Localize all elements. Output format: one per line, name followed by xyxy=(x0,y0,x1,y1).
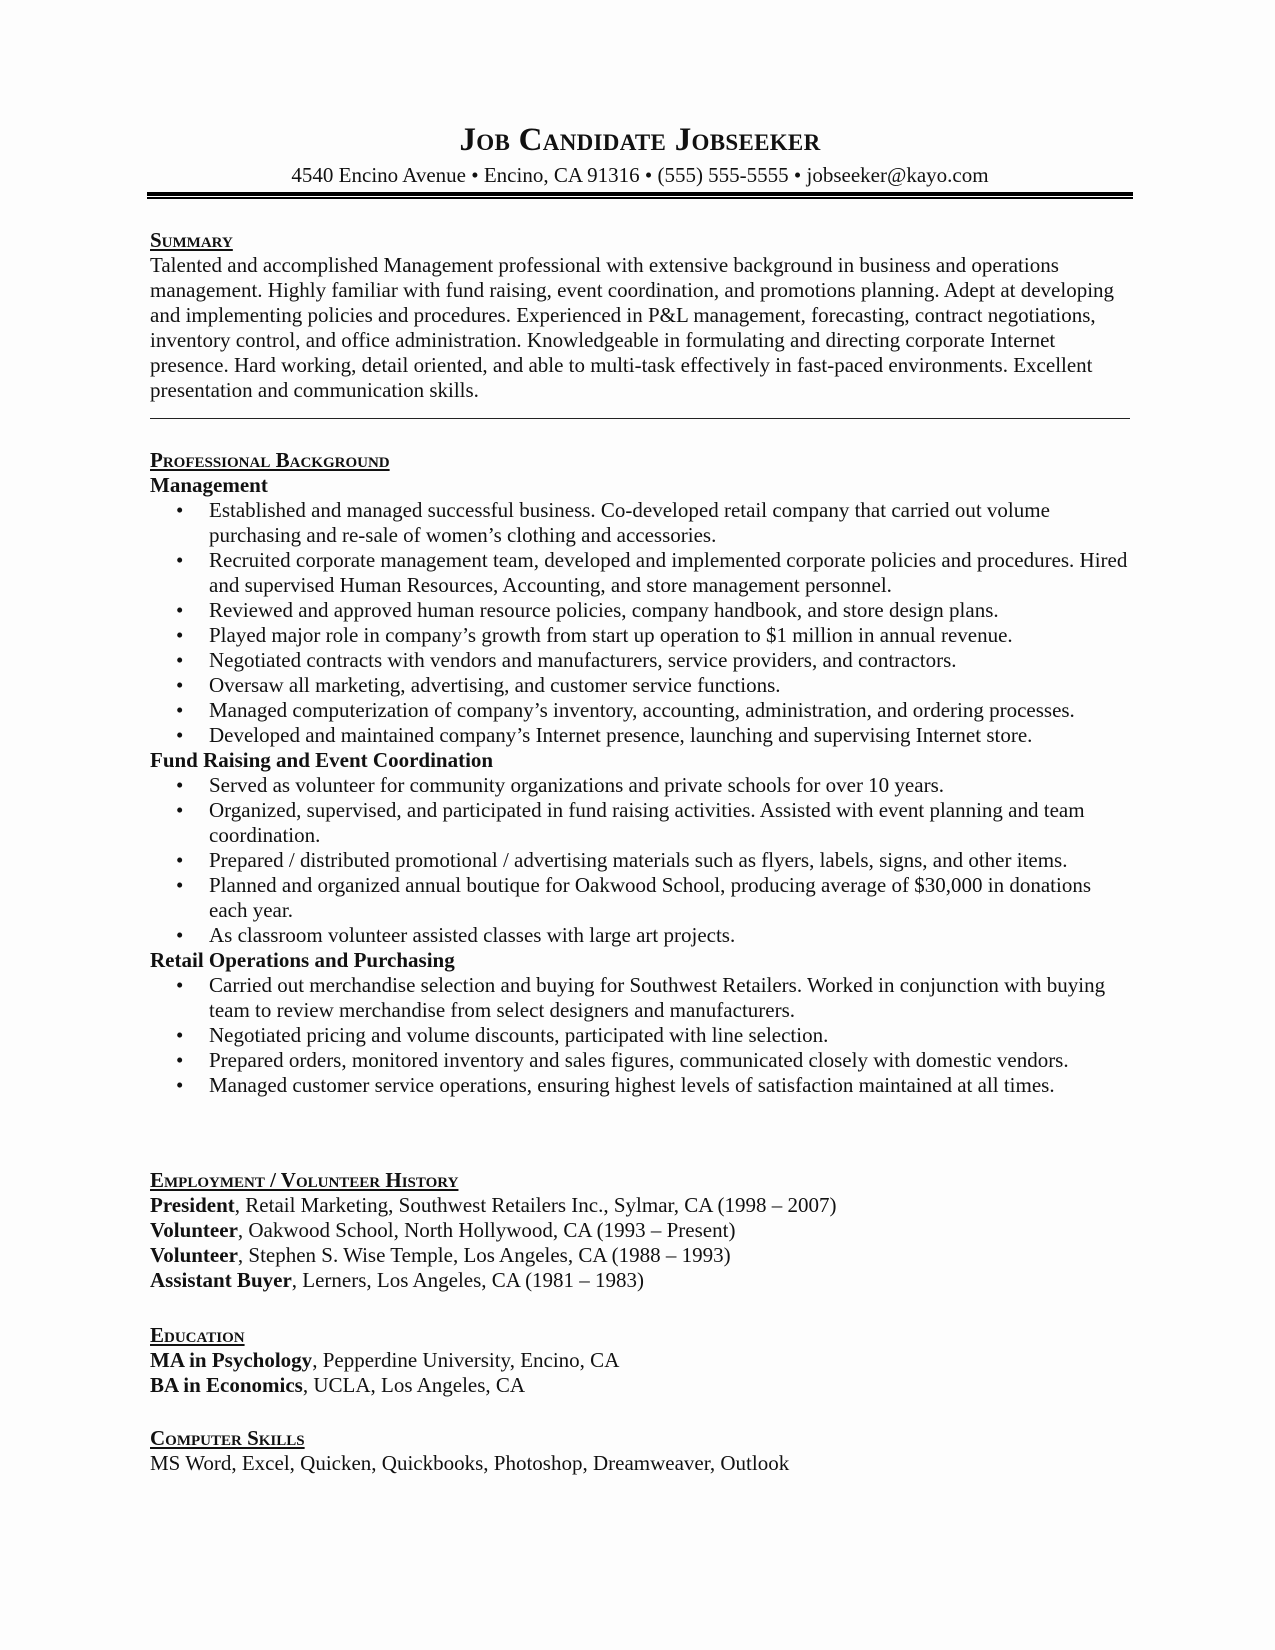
bullet-list xyxy=(150,973,1130,1098)
bullet-icon: • xyxy=(176,1048,184,1072)
bullet-icon: • xyxy=(176,498,184,522)
bullet-icon: • xyxy=(176,1073,184,1097)
bullet-icon: • xyxy=(176,1023,184,1047)
education-entry xyxy=(150,1373,1130,1398)
subsection-title: Management xyxy=(150,473,268,497)
bullet-icon: • xyxy=(176,923,184,947)
bullet-icon: • xyxy=(176,648,184,672)
item-text: Negotiated contracts with vendors and manufacturers, service providers, and contractors. xyxy=(209,648,957,672)
summary-section xyxy=(150,228,1130,403)
list-item xyxy=(150,773,1130,798)
list-item xyxy=(150,698,1130,723)
contact-info: 4540 Encino Avenue • Encino, CA 91316 • (555) 555-5555 • jobseeker@kayo.com xyxy=(291,163,989,187)
item-text: Managed computerization of company’s inventory, accounting, administration, and ordering processes. xyxy=(209,698,1075,722)
list-item xyxy=(150,1048,1130,1073)
item-text: Negotiated pricing and volume discounts, participated with line selection. xyxy=(209,1023,829,1047)
list-item xyxy=(150,923,1130,948)
employment-entry xyxy=(150,1268,1130,1293)
item-text: Developed and maintained company’s Internet presence, launching and supervising Internet store. xyxy=(209,723,1033,747)
employment-entry xyxy=(150,1193,1130,1218)
item-text: Carried out merchandise selection and buying for Southwest Retailers. Worked in conjunction with buying team to review merchandise from select designers and manufacturers. xyxy=(209,973,1106,1022)
list-item xyxy=(150,1023,1130,1048)
item-text: Managed customer service operations, ensuring highest levels of satisfaction maintained at all times. xyxy=(209,1073,1055,1097)
header-divider xyxy=(147,192,1133,197)
bullet-icon: • xyxy=(176,798,184,822)
degree: MA in Psychology xyxy=(150,1348,313,1372)
role: Volunteer xyxy=(150,1243,238,1267)
list-item xyxy=(150,498,1130,548)
list-item xyxy=(150,623,1130,648)
list-item xyxy=(150,673,1130,698)
degree: BA in Economics xyxy=(150,1373,303,1397)
employment-section xyxy=(150,1168,1130,1293)
item-text: Recruited corporate management team, developed and implemented corporate policies and procedures. Hired and supervised Human Resources, Accounting, and store management personnel. xyxy=(209,548,1128,597)
bullet-icon: • xyxy=(176,673,184,697)
item-text: As classroom volunteer assisted classes with large art projects. xyxy=(209,923,736,947)
item-text: Prepared orders, monitored inventory and sales figures, communicated closely with domestic vendors. xyxy=(209,1048,1069,1072)
item-text: Oversaw all marketing, advertising, and customer service functions. xyxy=(209,673,781,697)
employment-detail: , Retail Marketing, Southwest Retailers Inc., Sylmar, CA (1998 – 2007) xyxy=(234,1193,837,1217)
item-text: Established and managed successful business. Co-developed retail company that carried out volume purchasing and re-sale of women’s clothing and accessories. xyxy=(209,498,1050,547)
subsection-title: Retail Operations and Purchasing xyxy=(150,948,455,972)
employment-entry xyxy=(150,1243,1130,1268)
bullet-icon: • xyxy=(176,848,184,872)
skills-section xyxy=(150,1426,1130,1476)
bullet-icon: • xyxy=(176,873,184,897)
summary-divider xyxy=(150,418,1130,419)
item-text: Played major role in company’s growth from start up operation to $1 million in annual revenue. xyxy=(209,623,1013,647)
summary-heading: Summary xyxy=(150,228,233,252)
subsection-title: Fund Raising and Event Coordination xyxy=(150,748,494,772)
list-item xyxy=(150,873,1130,923)
bullet-icon: • xyxy=(176,773,184,797)
skills-heading: Computer Skills xyxy=(150,1426,305,1450)
bullet-icon: • xyxy=(176,623,184,647)
bullet-icon: • xyxy=(176,698,184,722)
item-text: Planned and organized annual boutique for Oakwood School, producing average of $30,000 in donations each year. xyxy=(209,873,1091,922)
bullet-list xyxy=(150,498,1130,748)
summary-text: Talented and accomplished Management professional with extensive background in business and operations management. Highly familiar with fund raising, event coordination, and promotions planning. Adept at developing and implementing policies and procedures. Experienced in P&L management, forecasting, contract negotiations, inventory control, and office administration. Knowledgeable in formulating and directing corporate Internet presence. Hard working, detail oriented, and able to multi-task effectively in fast-paced environments. Excellent presentation and communication skills. xyxy=(150,253,1115,402)
role: President xyxy=(150,1193,235,1217)
list-item xyxy=(150,648,1130,673)
item-text: Prepared / distributed promotional / advertising materials such as flyers, labels, signs, and other items. xyxy=(209,848,1068,872)
education-detail: , Pepperdine University, Encino, CA xyxy=(312,1348,620,1372)
education-heading: Education xyxy=(150,1323,245,1347)
item-text: Organized, supervised, and participated in fund raising activities. Assisted with event planning and team coordination. xyxy=(209,798,1085,847)
list-item xyxy=(150,548,1130,598)
item-text: Served as volunteer for community organizations and private schools for over 10 years. xyxy=(209,773,944,797)
employment-detail: , Oakwood School, North Hollywood, CA (1993 – Present) xyxy=(237,1218,736,1242)
list-item xyxy=(150,1073,1130,1098)
list-item xyxy=(150,723,1130,748)
employment-detail: , Lerners, Los Angeles, CA (1981 – 1983) xyxy=(291,1268,645,1292)
bullet-icon: • xyxy=(176,548,184,572)
role: Assistant Buyer xyxy=(150,1268,292,1292)
employment-entry xyxy=(150,1218,1130,1243)
employment-detail: , Stephen S. Wise Temple, Los Angeles, CA (1988 – 1993) xyxy=(237,1243,731,1267)
role: Volunteer xyxy=(150,1218,238,1242)
skills-text: MS Word, Excel, Quicken, Quickbooks, Photoshop, Dreamweaver, Outlook xyxy=(150,1451,790,1475)
bullet-icon: • xyxy=(176,973,184,997)
list-item xyxy=(150,848,1130,873)
background-heading: Professional Background xyxy=(150,448,390,472)
education-entry xyxy=(150,1348,1130,1373)
education-detail: , UCLA, Los Angeles, CA xyxy=(302,1373,526,1397)
list-item xyxy=(150,798,1130,848)
bullet-icon: • xyxy=(176,598,184,622)
candidate-name: Job Candidate Jobseeker xyxy=(459,122,821,158)
item-text: Reviewed and approved human resource policies, company handbook, and store design plans. xyxy=(209,598,999,622)
list-item xyxy=(150,598,1130,623)
list-item xyxy=(150,973,1130,1023)
bullet-list xyxy=(150,773,1130,948)
employment-heading: Employment / Volunteer History xyxy=(150,1168,459,1192)
professional-background-section xyxy=(150,448,1130,1098)
education-section xyxy=(150,1323,1130,1398)
bullet-icon: • xyxy=(176,723,184,747)
